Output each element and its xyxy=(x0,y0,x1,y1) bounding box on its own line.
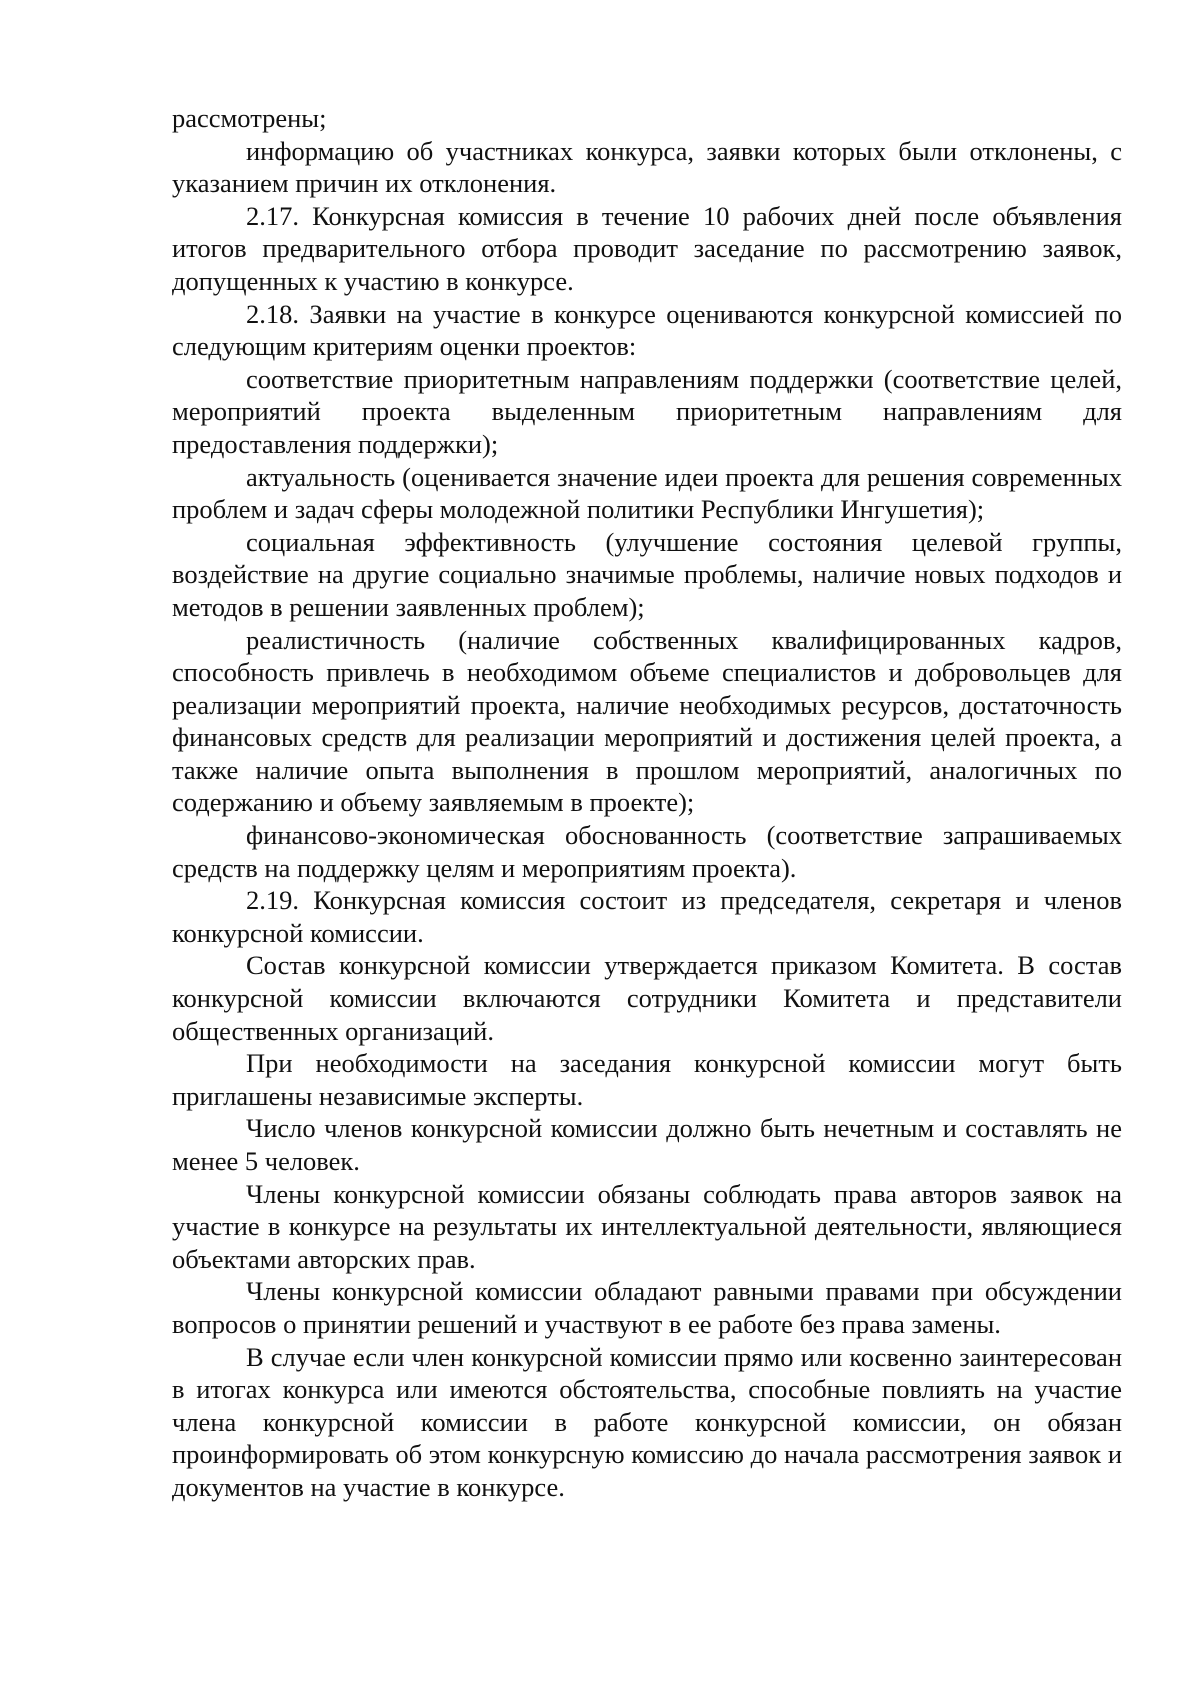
document-page xyxy=(172,102,1122,1504)
paragraph: 2.18. Заявки на участие в конкурсе оцениваются конкурсной комиссией по следующим критериям оценки проектов: xyxy=(172,298,1122,362)
paragraph: Члены конкурсной комиссии обязаны соблюдать права авторов заявок на участие в конкурсе на результаты их интеллектуальной деятельности, являющиеся объектами авторских прав. xyxy=(172,1178,1122,1274)
paragraph: соответствие приоритетным направлениям поддержки (соответствие целей, мероприятий проекта выделенным приоритетным направлениям для предоставления поддержки); xyxy=(172,363,1122,459)
paragraph: 2.17. Конкурсная комиссия в течение 10 рабочих дней после объявления итогов предварительного отбора проводит заседание по рассмотрению заявок, допущенных к участию в конкурсе. xyxy=(172,200,1122,296)
paragraph: финансово-экономическая обоснованность (соответствие запрашиваемых средств на поддержку целям и мероприятиям проекта). xyxy=(172,820,1122,883)
paragraph: социальная эффективность (улучшение состояния целевой группы, воздействие на другие социально значимые проблемы, наличие новых подходов и методов в решении заявленных проблем); xyxy=(172,526,1122,622)
paragraph: Члены конкурсной комиссии обладают равными правами при обсуждении вопросов о принятии решений и участвуют в ее работе без права замены. xyxy=(172,1276,1122,1339)
paragraph: Число членов конкурсной комиссии должно быть нечетным и составлять не менее 5 человек. xyxy=(172,1113,1122,1176)
paragraph: реалистичность (наличие собственных квалифицированных кадров, способность привлечь в необходимом объеме специалистов и добровольцев для реализации мероприятий проекта, наличие необходимых ресурсов, достаточность финансовых средств для реализации мероприятий и достижения целей проекта, а также наличие опыта выполнения в прошлом мероприятий, аналогичных по содержанию и объему заявляемым в проекте); xyxy=(172,624,1122,818)
paragraph: При необходимости на заседания конкурсной комиссии могут быть приглашены независимые эксперты. xyxy=(172,1048,1122,1111)
paragraph: рассмотрены; xyxy=(172,103,327,133)
paragraph: актуальность (оценивается значение идеи проекта для решения современных проблем и задач сферы молодежной политики Республики Ингушетия); xyxy=(172,461,1122,525)
paragraph: информацию об участниках конкурса, заявки которых были отклонены, с указанием причин их отклонения. xyxy=(172,135,1122,199)
paragraph: 2.19. Конкурсная комиссия состоит из председателя, секретаря и членов конкурсной комиссии. xyxy=(172,885,1122,948)
paragraph: В случае если член конкурсной комиссии прямо или косвенно заинтересован в итогах конкурса или имеются обстоятельства, способные повлиять на участие члена конкурсной комиссии в работе конкурсной комиссии, он обязан проинформировать об этом конкурсную комиссию до начала рассмотрения заявок и документов на участие в конкурсе. xyxy=(172,1341,1122,1502)
paragraph: Состав конкурсной комиссии утверждается приказом Комитета. В состав конкурсной комиссии включаются сотрудники Комитета и представители общественных организаций. xyxy=(172,950,1122,1046)
